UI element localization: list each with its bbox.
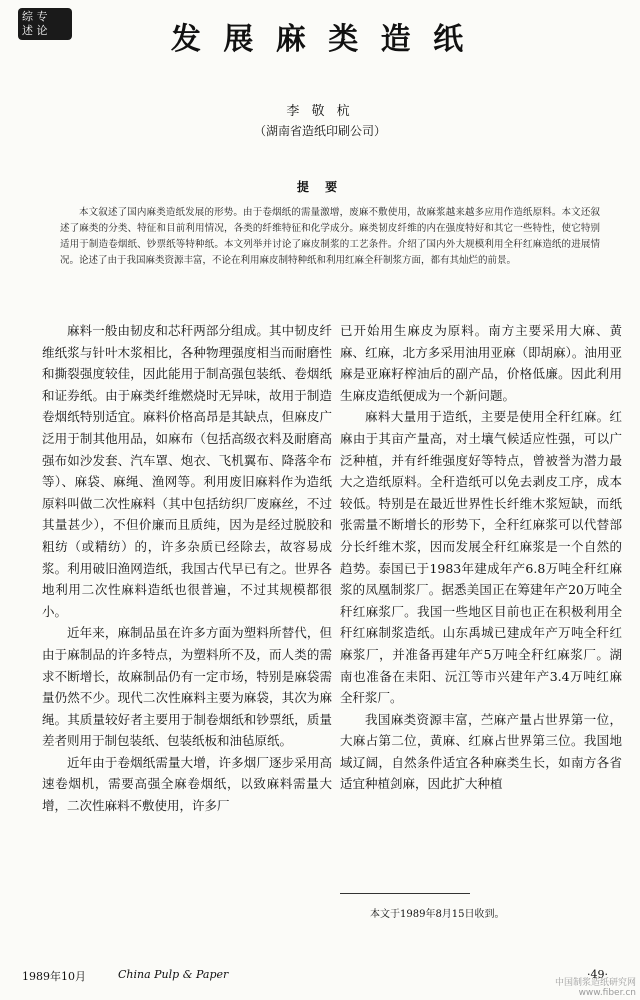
issue-date: 1989年10月 (22, 970, 86, 983)
site-watermark (540, 978, 636, 998)
left-paragraph-2: 近年来，麻制品虽在许多方面为塑料所替代，但由于麻制品的许多特点，为塑料所不及，而人类的需求不断增长，故麻制品仍有一定市场，特别是麻袋需量仍然不少。现代二次性麻料主要为麻袋，其次为麻绳。其质量较好者主要用于制卷烟纸和钞票纸，质量差者则用于制包装纸、包装纸板和油毡原纸。 (42, 625, 332, 749)
received-footnote: 本文于1989年8月15日收到。 (370, 909, 505, 920)
left-column (42, 320, 332, 817)
watermark-line-1: 中国制浆造纸研究网 (554, 978, 636, 988)
author-affiliation: （湖南省造纸印刷公司） (253, 124, 386, 138)
article-title: 发 展 麻 类 造 纸 (170, 22, 470, 57)
right-column (340, 320, 622, 795)
abstract-text: 本文叙述了国内麻类造纸发展的形势。由于卷烟纸的需量激增，废麻不敷使用，故麻浆越来越多应用作造纸原料。本文还叙述了麻类的分类、特征和目前利用情况，各类的纤维特征和化学成分。麻类韧皮纤维的内在强度特好和其它一些特性，使它特别适用于制造卷烟纸、钞票纸等特种纸。本文列举并讨论了麻皮制浆的工艺条件。介绍了国内外大规模利用全秆红麻造纸的进展情况。论述了由于我国麻类资源丰富，不论在利用麻皮制特种纸和利用红麻全秆制浆方面，都有其灿烂的前景。 (60, 207, 600, 266)
footnote-divider (340, 893, 470, 894)
badge-line-2: 述 论 (22, 24, 48, 37)
watermark-line-2: www.fiber.cn (578, 988, 636, 998)
badge-line-1: 综 专 (22, 10, 48, 23)
page-number: ·49· (587, 968, 608, 981)
right-paragraph-1: 已开始用生麻皮为原料。南方主要采用大麻、黄麻、红麻，北方多采用油用亚麻（即胡麻）。油用亚麻是亚麻籽榨油后的副产品，价格低廉。因此利用生麻皮造纸便成为一个新问题。 (340, 323, 622, 403)
right-paragraph-2: 麻料大量用于造纸，主要是使用全秆红麻。红麻由于其亩产量高，对土壤气候适应性强，可以广泛种植，并有纤维强度好等特点，曾被誉为潜力最大之造纸原料。全秆造纸可以免去剥皮工序，成本较低。特别是在最近世界性长纤维木浆短缺，而纸张需量不断增长的形势下，全秆红麻浆可以代替部分长纤维木浆，因而发展全秆红麻浆是一个自然的趋势。泰国已于1983年建成年产6.8万吨全秆红麻浆的凤凰制浆厂。据悉美国正在筹建年产20万吨全秆红麻浆厂。我国一些地区目前也正在积极利用全秆红麻制浆造纸。山东禹城已建成年产万吨全秆红麻浆厂，并准备再建年产5万吨全秆红麻浆厂。湖南也准备在耒阳、沅江等市兴建年产3.4万吨红麻全秆浆厂。 (340, 409, 622, 706)
abstract-heading: 提 要 (296, 180, 344, 194)
left-paragraph-1: 麻料一般由韧皮和芯秆两部分组成。其中韧皮纤维纸浆与针叶木浆相比，各种物理强度相当而耐磨性和撕裂强度较佳，因此能用于制高强包装纸、卷烟纸和证券纸。由于麻类纤维燃烧时无异味，故用于制造卷烟纸特别适宜。麻料价格高昂是其缺点，但麻皮广泛用于制其他用品，如麻布（包括高级衣料及耐磨高强布如沙发套、汽车罩、炮衣、飞机翼布、降落伞布等）、麻袋、麻绳、渔网等。利用废旧麻料作为造纸原料叫做二次性麻料（其中包括纺织厂废麻丝，不过其量甚少），不但价廉而且质纯，因为是经过脱胶和粗纺（或精纺）的，许多杂质已经除去，故容易成浆。利用破旧渔网造纸，我国古代早已有之。世界各地利用二次性麻料造纸也很普遍，不过其规模都很小。 (42, 323, 332, 619)
journal-name: China Pulp & Paper (118, 968, 229, 981)
left-paragraph-3: 近年由于卷烟纸需量大增，许多烟厂逐步采用高速卷烟机，需要高强全麻卷烟纸，以致麻料需量大增，二次性麻料不敷使用，许多厂 (42, 754, 332, 814)
right-paragraph-3: 我国麻类资源丰富，苎麻产量占世界第一位，大麻占第二位，黄麻、红麻占世界第三位。我国地域辽阔，自然条件适宜各种麻类生长，如南方各省适宜种植剑麻，因此扩大种植 (340, 711, 622, 792)
author-name: 李 敬 杭 (286, 104, 354, 119)
